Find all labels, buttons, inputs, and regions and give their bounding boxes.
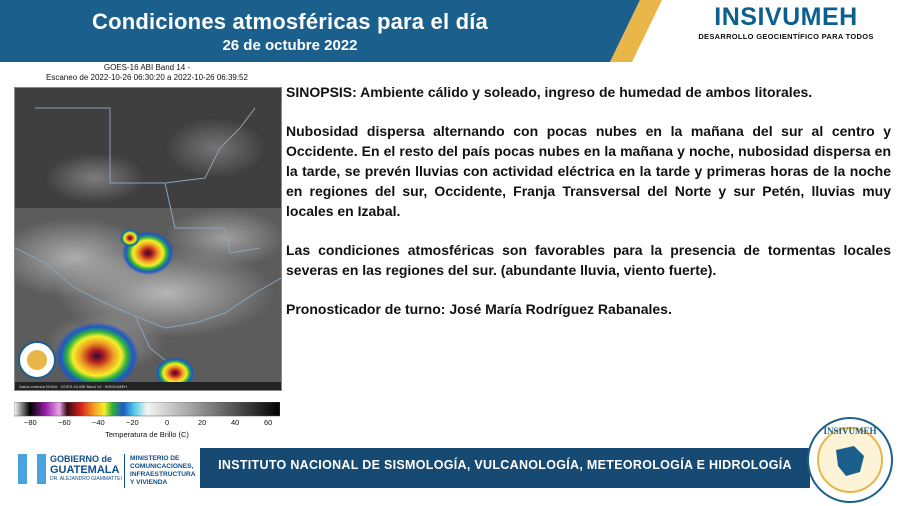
colorbar-tick: −40 (92, 418, 105, 427)
colorbar-tick: −20 (126, 418, 139, 427)
brand-name: INSIVUMEH (714, 3, 858, 31)
government-logo (14, 446, 194, 490)
colorbar-tick: 40 (231, 418, 240, 427)
svg-text:Datos cortesía NOAA · GOES-16: Datos cortesía NOAA · GOES-16 ABI Band 14 · INSIVUMEH (19, 384, 128, 389)
colorbar-tick: −80 (24, 418, 37, 427)
government-president: DR. ALEJANDRO GIAMMATTEI (50, 476, 122, 482)
colorbar-ticks (12, 418, 282, 430)
government-name: GOBIERNO de GUATEMALA (50, 454, 120, 476)
brand-logo (676, 3, 896, 41)
colorbar-tick: 20 (198, 418, 207, 427)
ministry-name: MINISTERIO DE COMUNICACIONES, INFRAESTRUCTURA Y VIVIENDA (130, 455, 196, 486)
page-title: Condiciones atmosféricas para el día (91, 9, 488, 34)
divider (124, 454, 125, 488)
satellite-image (14, 87, 282, 391)
page-date: 26 de octubre 2022 (222, 37, 358, 54)
institute-name: INSTITUTO NACIONAL DE SISMOLOGÍA, VULCANOLOGÍA, METEOROLOGÍA E HIDROLOGÍA (218, 458, 792, 472)
brand-tagline: DESARROLLO GEOCIENTÍFICO PARA TODOS (698, 32, 874, 41)
synopsis: SINOPSIS: Ambiente cálido y soleado, ingreso de humedad de ambos litorales. (286, 84, 813, 100)
header (0, 0, 900, 62)
colorbar (14, 402, 280, 418)
forecast-text (286, 82, 891, 338)
forecast-paragraph-1: Nubosidad dispersa alternando con pocas nubes en la mañana del sur al centro y Occidente. En el resto del país pocas nubes en la mañana y noche, nubosidad dispersa en la tarde, se prevén lluvias con actividad eléctrica en la tarde y primeras horas de la noche en regiones del sur, Occidente, Franja Transversal del Norte y sur Petén, lluvias muy locales en Izabal. (286, 123, 891, 219)
svg-text:INSIVUMEH: INSIVUMEH (823, 426, 877, 436)
colorbar-label: Temperatura de Brillo (C) (105, 430, 189, 439)
colorbar-tick: 0 (165, 418, 170, 427)
insivumeh-seal (806, 416, 894, 504)
satellite-title-line1: GOES-16 ABI Band 14 - (103, 63, 191, 72)
satellite-title-line2: Escaneo de 2022-10-26 06:30:20 a 2022-10-26 06:39:52 (46, 73, 248, 82)
colorbar-tick: −60 (58, 418, 71, 427)
guatemala-flag-icon (18, 454, 46, 484)
forecast-paragraph-2: Las condiciones atmosféricas son favorables para la presencia de tormentas locales severas en las regiones del sur. (abundante lluvia, viento fuerte). (286, 242, 891, 278)
satellite-panel (12, 63, 282, 439)
satellite-title (12, 63, 282, 83)
forecaster: Pronosticador de turno: José María Rodríguez Rabanales. (286, 301, 672, 317)
colorbar-tick: 60 (264, 418, 273, 427)
